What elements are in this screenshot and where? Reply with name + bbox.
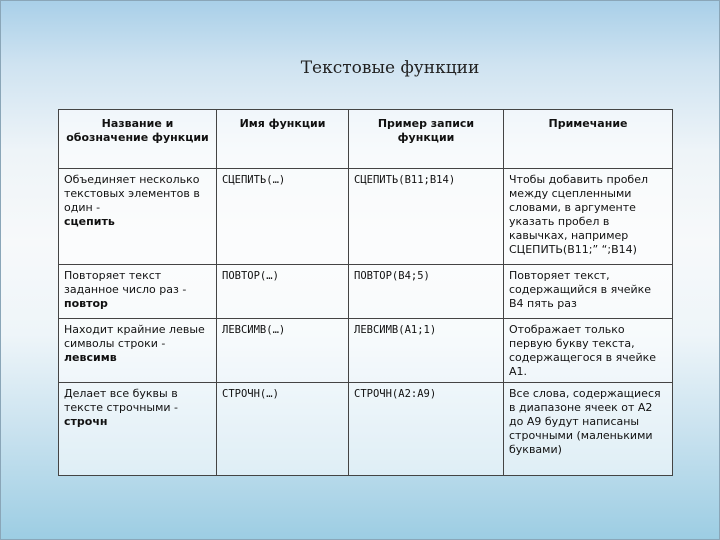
example-cell: СТРОЧН(A2:A9) (349, 383, 504, 476)
description-text: Находит крайние левые символы строки - (64, 323, 205, 350)
header-function-name: Имя функции (217, 110, 349, 169)
function-cell: СЦЕПИТЬ(…) (217, 169, 349, 265)
function-cell: ПОВТОР(…) (217, 265, 349, 319)
description-text: Повторяет текст заданное число раз - (64, 269, 187, 296)
header-note: Примечание (504, 110, 673, 169)
short-name: строчн (64, 415, 108, 428)
description-cell (59, 319, 217, 383)
header-description: Название и обозначение функции (59, 110, 217, 169)
description-text: Делает все буквы в тексте строчными - (64, 387, 178, 414)
functions-table (58, 109, 673, 476)
short-name: левсимв (64, 351, 117, 364)
table-header-row (59, 110, 673, 169)
table-row (59, 169, 673, 265)
short-name: сцепить (64, 215, 115, 228)
note-cell: Повторяет текст, содержащийся в ячейке B4 пять раз (504, 265, 673, 319)
header-example: Пример записи функции (349, 110, 504, 169)
example-cell: ЛЕВСИМВ(A1;1) (349, 319, 504, 383)
function-cell: СТРОЧН(…) (217, 383, 349, 476)
description-text: Объединяет несколько текстовых элементов в один - (64, 173, 200, 214)
table-row (59, 383, 673, 476)
description-cell (59, 383, 217, 476)
slide-title: Текстовые функции (300, 58, 480, 78)
description-cell (59, 265, 217, 319)
note-cell: Отображает только первую букву текста, содержащегося в ячейке A1. (504, 319, 673, 383)
example-cell: СЦЕПИТЬ(B11;B14) (349, 169, 504, 265)
note-cell: Чтобы добавить пробел между сцепленными словами, в аргументе указать пробел в кавычках, например СЦЕПИТЬ(B11;” “;B14) (504, 169, 673, 265)
function-cell: ЛЕВСИМВ(…) (217, 319, 349, 383)
table-row (59, 265, 673, 319)
example-cell: ПОВТОР(B4;5) (349, 265, 504, 319)
note-cell: Все слова, содержащиеся в диапазоне ячеек от A2 до A9 будут написаны строчными (маленькими буквами) (504, 383, 673, 476)
description-cell (59, 169, 217, 265)
table-row (59, 319, 673, 383)
short-name: повтор (64, 297, 108, 310)
